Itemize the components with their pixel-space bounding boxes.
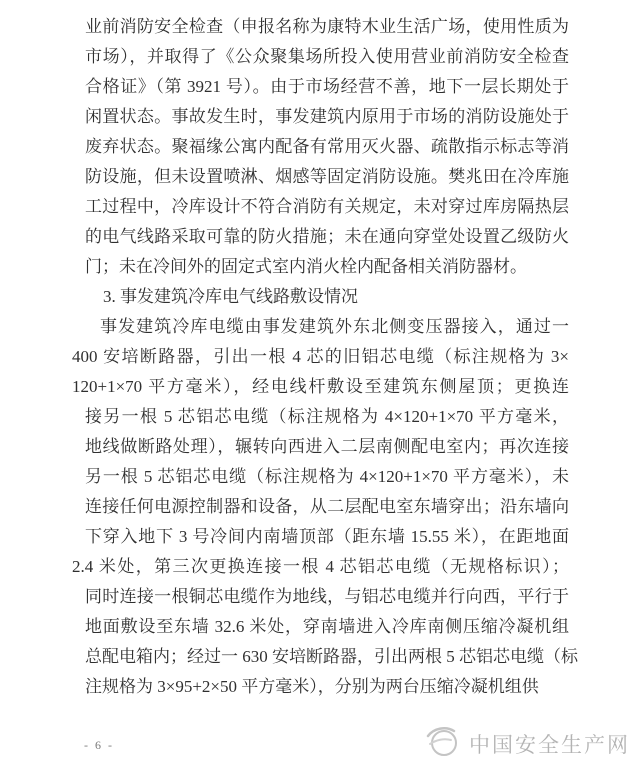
text-line: 门；未在冷间外的固定式室内消火栓内配备相关消防器材。 <box>85 257 527 276</box>
text-line: 另一根 5 芯铝芯电缆（标注规格为 4×120+1×70 平方毫米），未 <box>85 467 569 486</box>
text-line: 地面敷设至东墙 32.6 米处，穿南墙进入冷库南侧压缩冷凝机组 <box>85 617 569 636</box>
text-line: 连接任何电源控制器和设备，从二层配电室东墙穿出；沿东墙向 <box>85 497 569 516</box>
document-text <box>72 12 578 702</box>
text-line: 120+1×70 平方毫米），经电线杆敷设至建筑东侧屋顶；更换连 <box>72 377 569 396</box>
site-logo-icon <box>424 722 462 765</box>
page-number: - 6 - <box>84 738 114 752</box>
text-line: 400 安培断路器，引出一根 4 芯的旧铝芯电缆（标注规格为 3× <box>72 347 569 366</box>
text-line: 下穿入地下 3 号冷间内南墙顶部（距东墙 15.55 米），在距地面 <box>85 527 569 546</box>
text-line: 地线做断路处理），辗转向西进入二层南侧配电室内；再次连接 <box>85 437 569 456</box>
text-line: 3. 事发建筑冷库电气线路敷设情况 <box>103 287 358 306</box>
text-line: 同时连接一根铜芯电缆作为地线，与铝芯电缆并行向西，平行于 <box>85 587 569 606</box>
text-line: 闲置状态。事故发生时，事发建筑内原用于市场的消防设施处于 <box>85 107 569 126</box>
text-line: 的电气线路采取可靠的防火措施；未在通向穿堂处设置乙级防火 <box>85 227 569 246</box>
text-line: 注规格为 3×95+2×50 平方毫米），分别为两台压缩冷凝机组供 <box>85 677 539 696</box>
text-line: 总配电箱内；经过一 630 安培断路器，引出两根 5 芯铝芯电缆（标 <box>85 647 578 666</box>
text-line: 2.4 米处，第三次更换连接一根 4 芯铝芯电缆（无规格标识）； <box>72 557 569 576</box>
text-line: 废弃状态。聚福缘公寓内配备有常用灭火器、疏散指示标志等消 <box>85 137 569 156</box>
text-line: 工过程中，冷库设计不符合消防有关规定，未对穿过库房隔热层 <box>85 197 569 216</box>
text-line: 事发建筑冷库电缆由事发建筑外东北侧变压器接入，通过一 <box>100 317 569 336</box>
text-line: 接另一根 5 芯铝芯电缆（标注规格为 4×120+1×70 平方毫米， <box>85 407 569 426</box>
watermark-label: 中国安全生产网 <box>469 732 630 757</box>
text-line: 业前消防安全检查（申报名称为康特木业生活广场，使用性质为 <box>85 17 569 36</box>
text-line: 合格证》（第 3921 号）。由于市场经营不善，地下一层长期处于 <box>85 77 569 96</box>
text-line: 防设施，但未设置喷淋、烟感等固定消防设施。樊兆田在冷库施 <box>85 167 569 186</box>
text-line: 市场），并取得了《公众聚集场所投入使用营业前消防安全检查 <box>85 47 569 66</box>
site-watermark <box>424 722 630 765</box>
